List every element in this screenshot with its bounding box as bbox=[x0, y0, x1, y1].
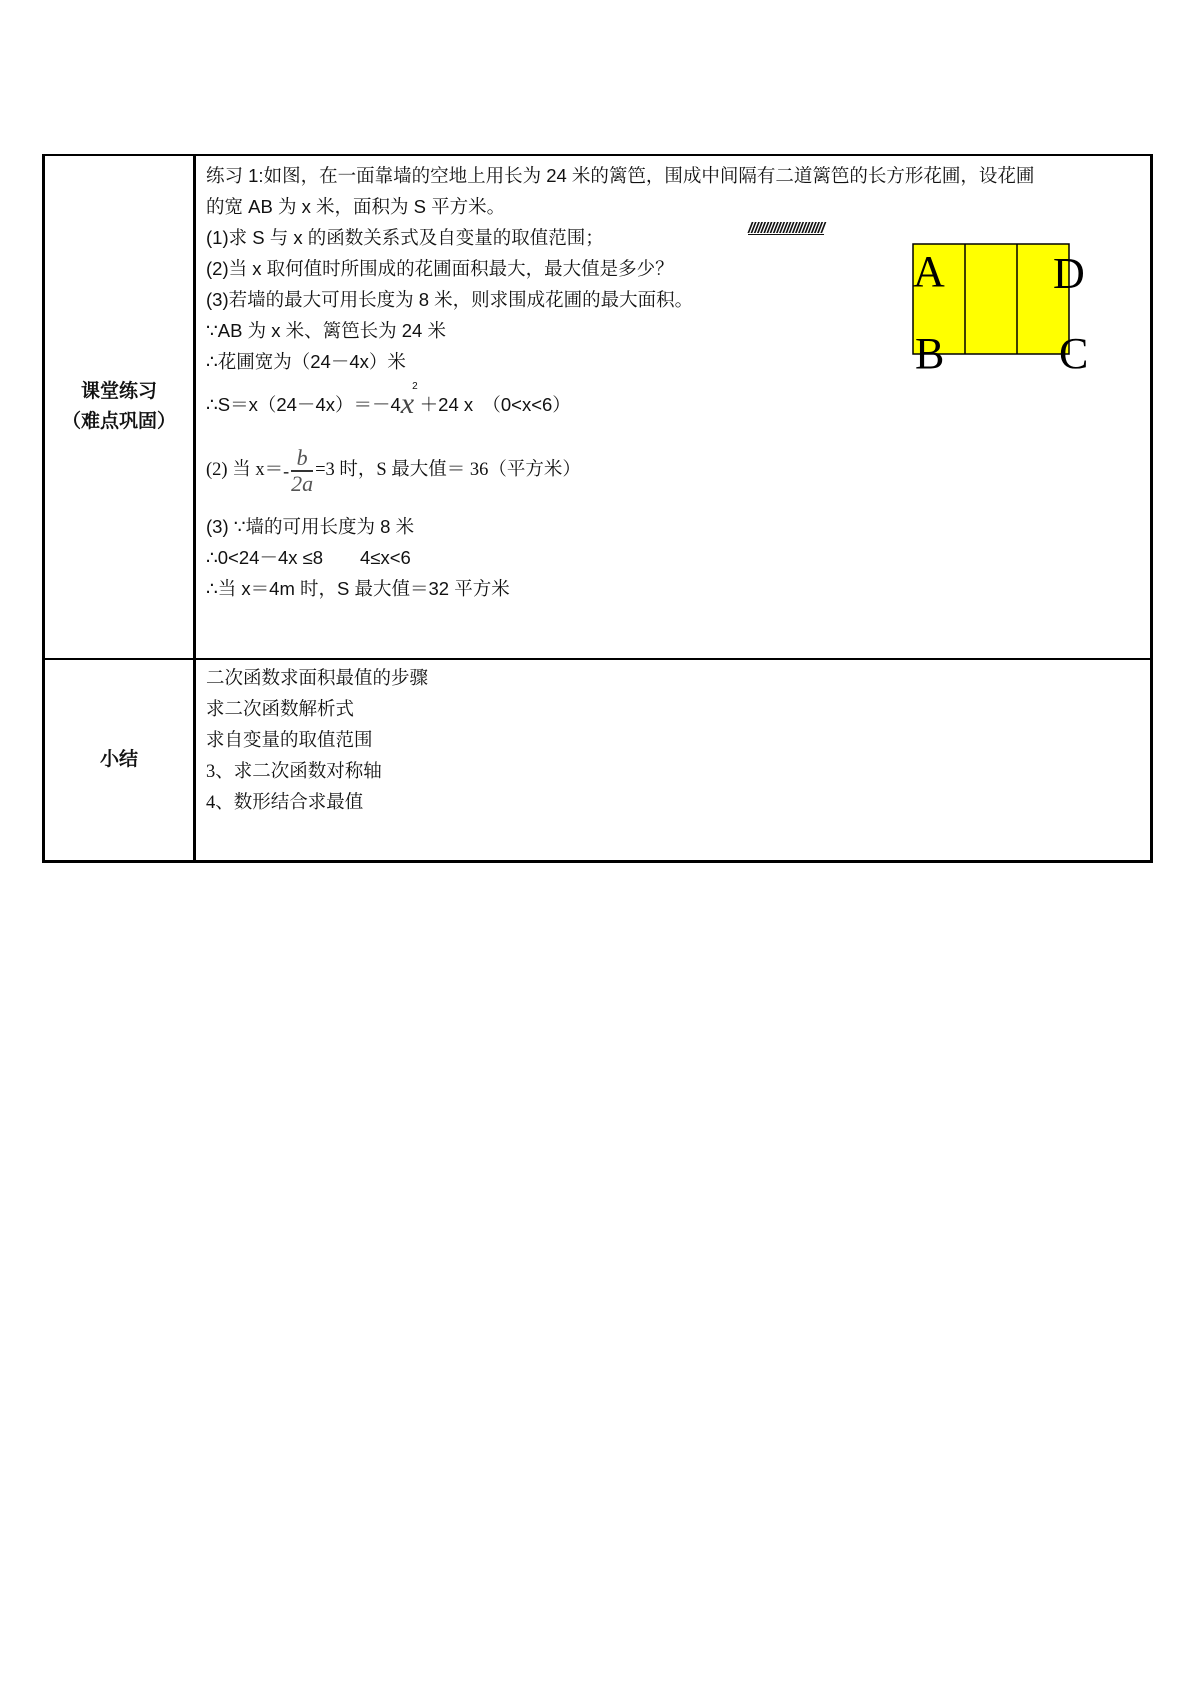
function-expression-start: ∴S＝x（24－4x）＝－4 bbox=[206, 394, 401, 415]
summary-item: 二次函数求面积最值的步骤 bbox=[206, 669, 429, 689]
wall-hatch-mark: //////////////////////// bbox=[748, 220, 825, 237]
practice-content-cell bbox=[195, 155, 1152, 659]
question-1: (1)求 S 与 x 的函数关系式及自变量的取值范围； bbox=[206, 227, 604, 248]
vertex-fraction bbox=[291, 446, 313, 496]
variable-x: x bbox=[400, 387, 415, 420]
lesson-sheet bbox=[42, 154, 1153, 863]
summary-item: 求二次函数解析式 bbox=[206, 700, 355, 720]
fraction-denominator: 2a bbox=[291, 470, 314, 496]
fraction-numerator: b bbox=[291, 446, 313, 472]
exercise-line-1: 练习 1:如图，在一面靠墙的空地上用长为 24 米的篱笆，围成中间隔有二道篱笆的长方形花圃，设花圃 bbox=[206, 165, 1035, 186]
question-2: (2)当 x 取何值时所围成的花圃面积最大，最大值是多少？ bbox=[206, 258, 674, 279]
practice-sublabel: （难点巩固） bbox=[61, 411, 176, 432]
answer-2 bbox=[206, 440, 1140, 501]
summary-content-cell bbox=[195, 659, 1152, 862]
corner-label-a: A bbox=[913, 247, 945, 296]
practice-label: 课堂练习 bbox=[80, 381, 157, 402]
exercise-line-2: 的宽 AB 为 x 米，面积为 S 平方米。 bbox=[206, 196, 506, 217]
summary-label-cell bbox=[44, 659, 195, 862]
answer-3-line-2: ∴0<24－4x ≤8 4≤x<6 bbox=[206, 546, 411, 568]
lesson-table bbox=[42, 154, 1153, 863]
answer-2-start: (2) 当 x＝ bbox=[206, 460, 284, 480]
table-row-summary bbox=[44, 659, 1152, 862]
garden-diagram bbox=[911, 242, 1111, 372]
answer-2-end: =3 时，S 最大值＝ 36（平方米） bbox=[315, 460, 581, 480]
function-expression bbox=[206, 377, 1140, 434]
practice-label-cell bbox=[44, 155, 195, 659]
summary-item: 4、数形结合求最值 bbox=[206, 793, 364, 813]
corner-label-d: D bbox=[1053, 249, 1085, 298]
exponent-2: 2 bbox=[412, 381, 418, 392]
minus-sign: - bbox=[283, 460, 290, 481]
spacer bbox=[206, 501, 1140, 511]
corner-label-c: C bbox=[1059, 329, 1089, 372]
solution-line-1: ∵AB 为 x 米、篱笆长为 24 米 bbox=[206, 320, 446, 341]
summary-item: 3、求二次函数对称轴 bbox=[206, 762, 382, 782]
summary-item: 求自变量的取值范围 bbox=[206, 731, 373, 751]
question-3: (3)若墙的最大可用长度为 8 米，则求围成花圃的最大面积。 bbox=[206, 289, 694, 310]
function-expression-end: ＋24 x （0<x<6） bbox=[419, 394, 571, 415]
answer-3-line-3: ∴当 x＝4m 时，S 最大值＝32 平方米 bbox=[206, 577, 510, 599]
summary-label: 小结 bbox=[99, 749, 138, 770]
answer-3-line-1: (3) ∵墙的可用长度为 8 米 bbox=[206, 515, 415, 537]
corner-label-b: B bbox=[915, 329, 945, 372]
table-row-practice bbox=[44, 155, 1152, 659]
solution-line-2: ∴花圃宽为（24－4x）米 bbox=[206, 351, 406, 372]
